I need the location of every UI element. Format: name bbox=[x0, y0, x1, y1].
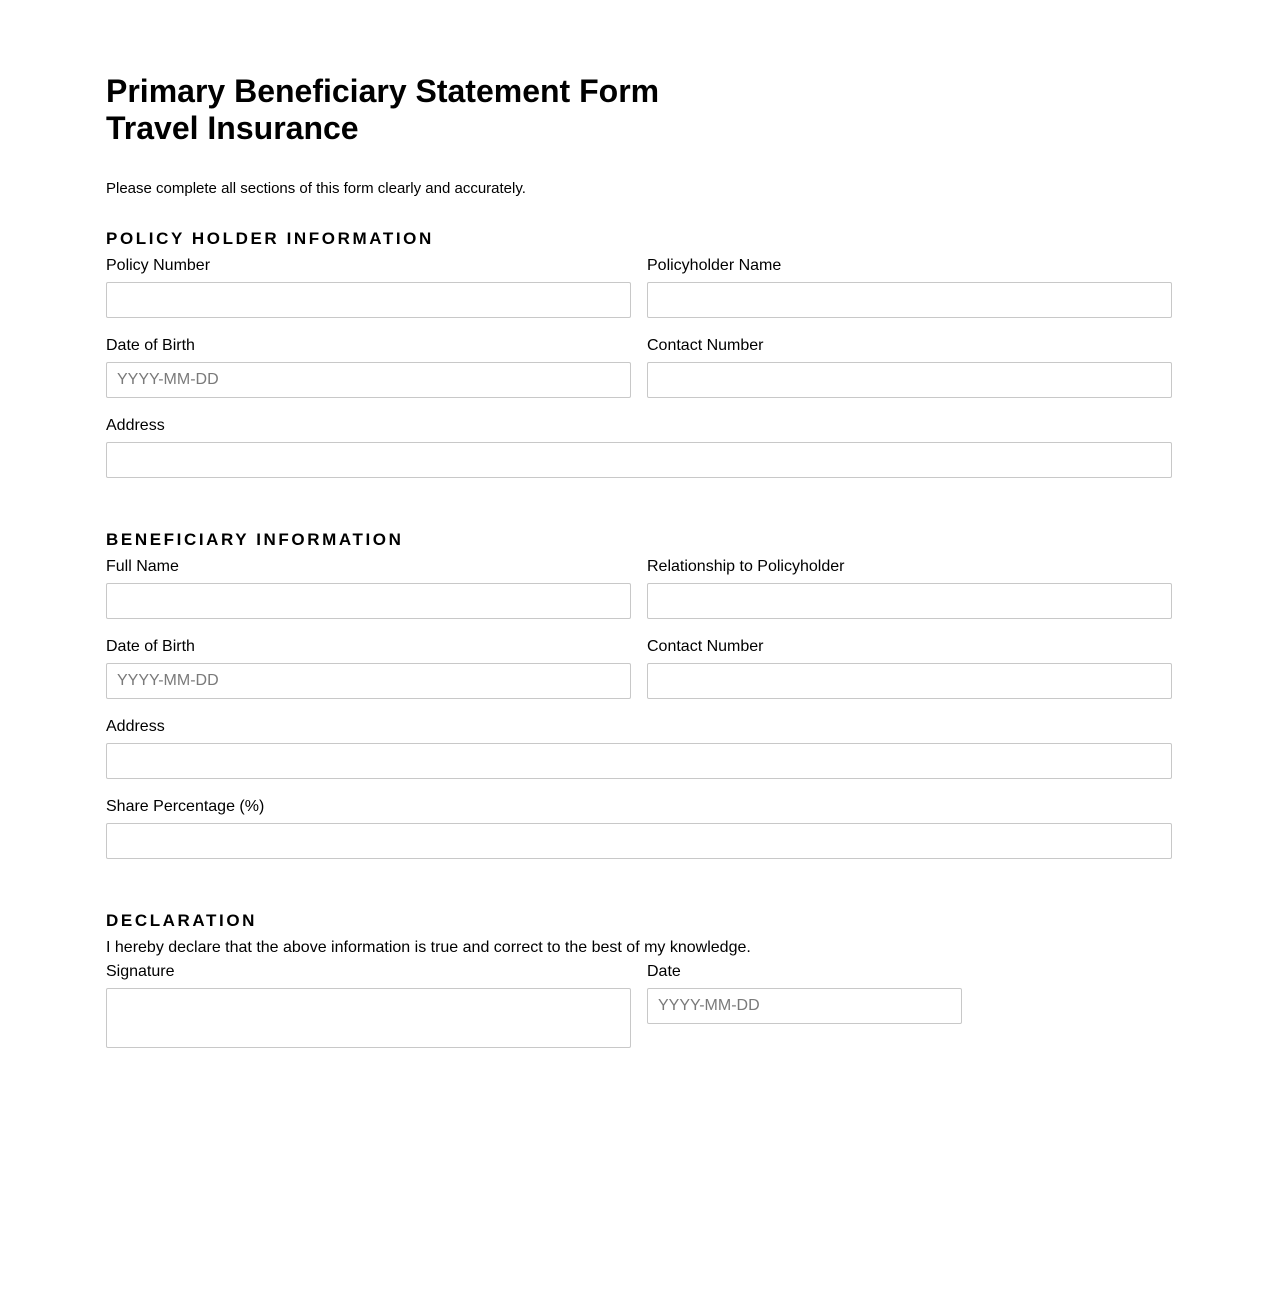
beneficiary-name-input[interactable] bbox=[106, 583, 631, 619]
policyholder-name-label: Policyholder Name bbox=[647, 257, 782, 274]
policyholder-dob-label: Date of Birth bbox=[106, 337, 195, 354]
beneficiary-name-label: Full Name bbox=[106, 558, 179, 575]
policy-number-input[interactable] bbox=[106, 282, 631, 318]
page-title bbox=[106, 73, 806, 147]
policy-number-label: Policy Number bbox=[106, 257, 211, 274]
policyholder-contact-label: Contact Number bbox=[647, 337, 764, 354]
beneficiary-dob-label: Date of Birth bbox=[106, 638, 195, 655]
section-title-declaration: DECLARATION bbox=[106, 911, 258, 930]
title-line-1: Primary Beneficiary Statement Form bbox=[106, 73, 660, 109]
beneficiary-address-label: Address bbox=[106, 718, 165, 735]
policyholder-name-input[interactable] bbox=[647, 282, 1172, 318]
policyholder-address-input[interactable] bbox=[106, 442, 1172, 478]
beneficiary-contact-label: Contact Number bbox=[647, 638, 764, 655]
beneficiary-address-input[interactable] bbox=[106, 743, 1172, 779]
intro-text: Please complete all sections of this form clearly and accurately. bbox=[106, 180, 526, 197]
share-percentage-label: Share Percentage (%) bbox=[106, 798, 265, 815]
section-title-policy-holder: POLICY HOLDER INFORMATION bbox=[106, 229, 434, 248]
title-line-2: Travel Insurance bbox=[106, 110, 359, 146]
declaration-date-label: Date bbox=[647, 963, 681, 980]
relationship-input[interactable] bbox=[647, 583, 1172, 619]
beneficiary-contact-input[interactable] bbox=[647, 663, 1172, 699]
beneficiary-dob-input[interactable] bbox=[106, 663, 631, 699]
share-percentage-input[interactable] bbox=[106, 823, 1172, 859]
policyholder-dob-input[interactable] bbox=[106, 362, 631, 398]
signature-label: Signature bbox=[106, 963, 175, 980]
declaration-text: I hereby declare that the above information is true and correct to the best of my knowledge. bbox=[106, 939, 751, 956]
signature-input[interactable] bbox=[106, 988, 631, 1048]
declaration-date-input[interactable] bbox=[647, 988, 962, 1024]
policyholder-contact-input[interactable] bbox=[647, 362, 1172, 398]
relationship-label: Relationship to Policyholder bbox=[647, 558, 845, 575]
policyholder-address-label: Address bbox=[106, 417, 165, 434]
section-title-beneficiary: BENEFICIARY INFORMATION bbox=[106, 530, 404, 549]
